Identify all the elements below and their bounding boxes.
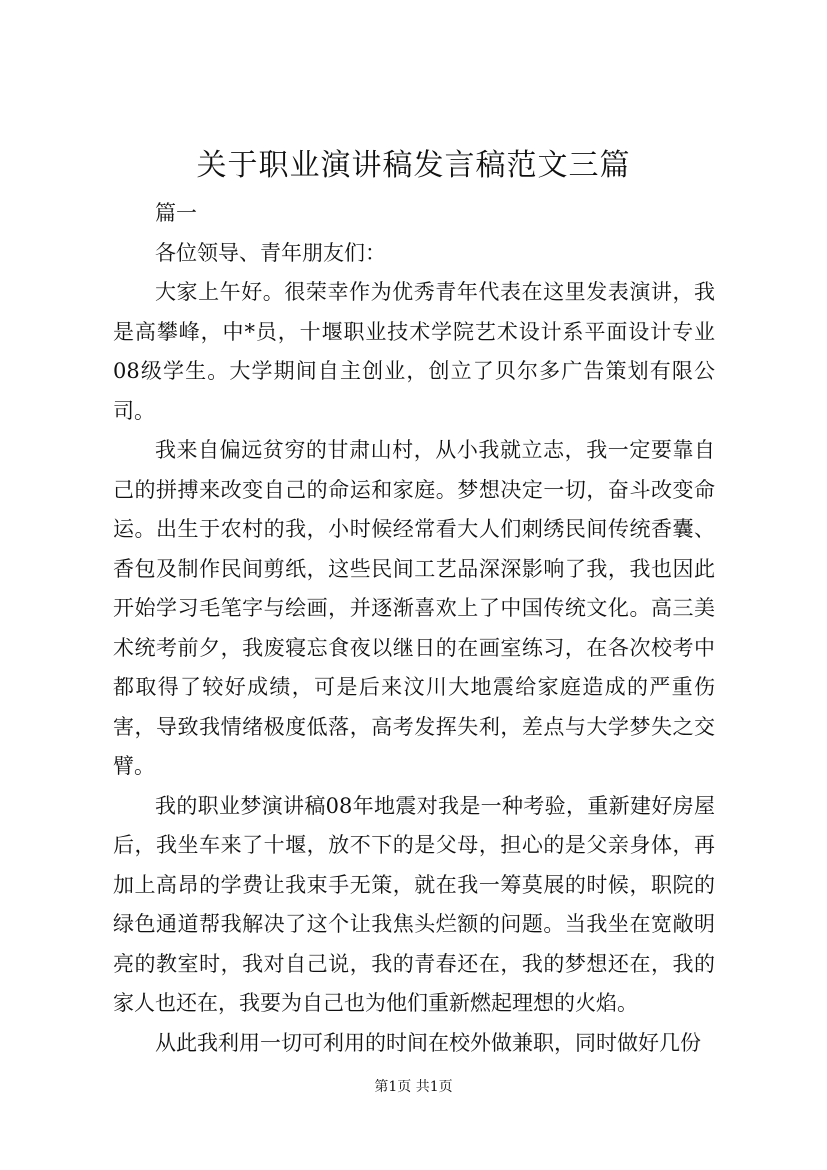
page-footer: 第1页 共1页 [374, 1079, 453, 1095]
body-paragraph: 我的职业梦演讲稿08年地震对我是一种考验，重新建好房屋后，我坐车来了十堰，放不下的是父母，担心的是父亲身体，再加上高昂的学费让我束手无策，就在我一筹莫展的时候，职院的绿色通道帮我解决了这个让我焦头烂额的问题。当我坐在宽敞明亮的教室时，我对自己说，我的青春还在，我的梦想还在，我的家人也还在，我要为自己也为他们重新燃起理想的火焰。 [113, 793, 715, 1015]
salutation: 各位领导、青年朋友们： [155, 240, 386, 265]
body-paragraph: 从此我利用一切可利用的时间在校外做兼职，同时做好几份 [155, 1030, 701, 1055]
document-title: 关于职业演讲稿发言稿范文三篇 [196, 148, 631, 183]
body-paragraph: 大家上午好。很荣幸作为优秀青年代表在这里发表演讲，我是高攀峰，中*员，十堰职业技术学院艺术设计系平面设计专业08级学生。大学期间自主创业，创立了贝尔多广告策划有限公司。 [113, 280, 715, 423]
document-body [113, 194, 715, 1063]
body-paragraph: 我来自偏远贫穷的甘肃山村，从小我就立志，我一定要靠自己的拼搏来改变自己的命运和家庭。梦想决定一切，奋斗改变命运。出生于农村的我，小时候经常看大人们刺绣民间传统香囊、香包及制作民间剪纸，这些民间工艺品深深影响了我，我也因此开始学习毛笔字与绘画，并逐渐喜欢上了中国传统文化。高三美术统考前夕，我废寝忘食夜以继日的在画室练习，在各次校考中都取得了较好成绩，可是后来汶川大地震给家庭造成的严重伤害，导致我情绪极度低落，高考发挥失利，差点与大学梦失之交臂。 [113, 438, 715, 778]
section-heading: 篇一 [155, 201, 197, 225]
